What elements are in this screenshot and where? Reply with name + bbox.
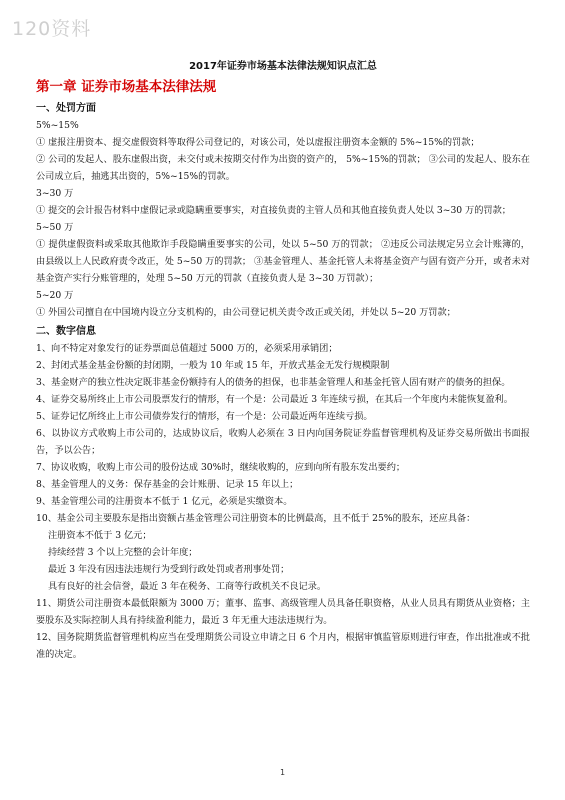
list-item: 2、封闭式基金基金份额的封闭期，一般为 10 年或 15 年，开放式基金无发行规模限制 xyxy=(36,360,390,371)
document-title: 2017年证券市场基本法律法规知识点汇总 xyxy=(189,61,377,72)
sub-list-item: 持续经营 3 个以上完整的会计年度； xyxy=(48,547,198,558)
section-heading-numbers: 二、数字信息 xyxy=(36,326,96,337)
sub-list-item: 具有良好的社会信誉，最近 3 年在税务、工商等行政机关不良记录。 xyxy=(48,581,327,592)
paragraph: ② 公司的发起人、股东虚假出资，未交付或未按期交付作为出资的资产的， 5%~15%的罚款； ③公司的发起人、股东在公司成立后，抽逃其出资的，5%~15%的罚款。 xyxy=(36,154,530,182)
list-item: 4、证券交易所终止上市公司股票发行的情形，有一个是：公司最近 3 年连续亏损，在其后一个年度内未能恢复盈利。 xyxy=(36,394,513,405)
paragraph: ① 外国公司擅自在中国境内设立分支机构的，由公司登记机关责令改正或关闭，并处以 5~20 万罚款； xyxy=(36,307,456,318)
watermark: 120资料 xyxy=(12,18,92,40)
chapter-heading: 第一章 证券市场基本法律法规 xyxy=(36,79,217,95)
sub-list-item: 注册资本不低于 3 亿元； xyxy=(48,530,152,541)
paragraph: ① 提交的会计报告材料中虚假记录或隐瞒重要事实，对直接负责的主管人员和其他直接负责人处以 3~30 万的罚款； xyxy=(36,205,511,216)
list-item: 6、以协议方式收购上市公司的，达成协议后，收购人必须在 3 日内向国务院证券监督管理机构及证券交易所做出书面报告，予以公告； xyxy=(36,428,530,456)
document-page xyxy=(36,58,530,663)
list-item: 12、国务院期货监督管理机构应当在受理期货公司设立申请之日 6 个月内，根据审慎监管原则进行审查，作出批准或不批准的决定。 xyxy=(36,632,530,660)
list-item: 1、向不特定对象发行的证券票面总值超过 5000 万的，必须采用承销团； xyxy=(36,343,338,354)
sub-list-item: 最近 3 年没有因违法违规行为受到行政处罚或者刑事处罚； xyxy=(48,564,290,575)
list-item: 9、基金管理公司的注册资本不低于 1 亿元，必须是实缴资本。 xyxy=(36,496,293,507)
list-item: 10、基金公司主要股东是指出资额占基金管理公司注册资本的比例最高，且不低于 25%的股东，还应具备： xyxy=(36,513,476,524)
list-item: 11、期货公司注册资本最低限额为 3000 万；董事、监事、高级管理人员具备任职资格，从业人员具有期货从业资格；主要股东及实际控制人具有持续盈利能力，最近 3 年无重大违法违规行为。 xyxy=(36,598,530,626)
section-heading-penalties: 一、处罚方面 xyxy=(36,103,96,114)
penalty-range: 3~30 万 xyxy=(36,188,74,199)
penalty-range: 5~20 万 xyxy=(36,290,74,301)
penalty-range: 5%~15% xyxy=(36,120,79,131)
paragraph: ① 提供虚假资料或采取其他欺诈手段隐瞒重要事实的公司，处以 5~50 万的罚款； ②违反公司法规定另立会计账簿的，由县级以上人民政府责令改正，处 5~50 万的罚款； ③基金管理人、基金托管人未将基金资产与固有资产分开，或者未对基金资产实行分账管理的，处理 5~50 万元的罚款（直接负责人是 3~30 万罚款）； xyxy=(36,239,530,284)
penalty-range: 5~50 万 xyxy=(36,222,74,233)
page-number: 1 xyxy=(279,768,286,777)
list-item: 3、基金财产的独立性决定既非基金份额持有人的债务的担保，也非基金管理人和基金托管人固有财产的债务的担保。 xyxy=(36,377,511,388)
list-item: 5、证券记忆所终止上市公司债券发行的情形，有一个是：公司最近两年连续亏损。 xyxy=(36,411,373,422)
list-item: 7、协议收购，收购上市公司的股份达成 30%时，继续收购的，应到向所有股东发出要约； xyxy=(36,462,406,473)
paragraph: ① 虚报注册资本、提交虚假资料等取得公司登记的，对该公司，处以虚报注册资本金额的 5%~15%的罚款； xyxy=(36,137,480,148)
list-item: 8、基金管理人的义务：保存基金的会计账册、记录 15 年以上； xyxy=(36,479,299,490)
